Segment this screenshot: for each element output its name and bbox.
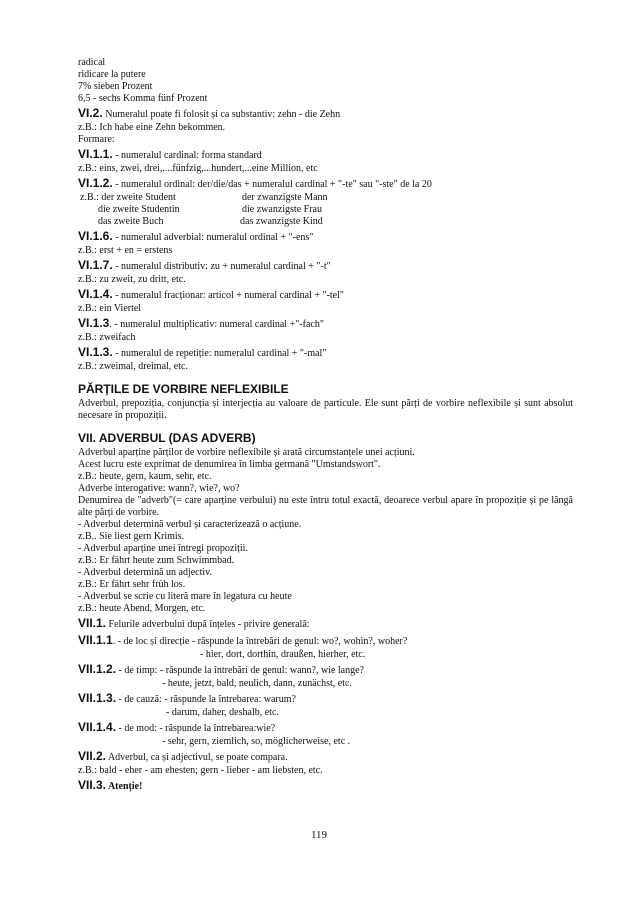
section-title-adverb: VII. ADVERBUL (DAS ADVERB) [78, 431, 256, 445]
text-line: z.B.: heute Abend, Morgen, etc. [78, 603, 206, 614]
page-number: 119 [310, 829, 328, 841]
heading-vii3: VII.3. Atenție! [78, 778, 143, 792]
heading-vii2: VII.2. Adverbul, ca și adjectivul, se poate compara. [78, 749, 288, 763]
heading-vii13: VII.1.3. - de cauză: - răspunde la întrebarea: warum? [78, 691, 296, 705]
example-line: - sehr, gern, ziemlich, so, möglicherweise, etc . [162, 736, 351, 747]
example-line: z.B.: zweimal, dreimal, etc. [78, 361, 188, 372]
text-line: radical [78, 57, 106, 68]
text-line: z.B.: Er fährt heute zum Schwimmbad. [78, 555, 235, 566]
heading-vi13-multiplicativ: VI.1.3. - numeralul multiplicativ: numeral cardinal +"-fach" [78, 316, 324, 330]
text-line: 6,5 - sechs Komma fünf Prozent [78, 93, 208, 104]
text-line: - Adverbul aparține unei întregi propoziții. [78, 543, 248, 554]
example-line: z.B.: Ich habe eine Zehn bekommen. [78, 122, 226, 133]
example-line: - heute, jetzt, bald, neulich, dann, zunächst, etc. [162, 678, 352, 689]
heading-vi2: VI.2. Numeralul poate fi folosit și ca substantiv: zehn - die Zehn [78, 106, 341, 120]
heading-vii14: VII.1.4. - de mod: - răspunde la întrebarea:wie? [78, 720, 276, 734]
example-line: z.B.: erst + en = erstens [78, 245, 173, 256]
text-line: - Adverbul determină verbul și caracterizează o acțiune. [78, 519, 302, 530]
text-line: Adverbul aparține părților de vorbire neflexibile și arată circumstanțele unei acțiuni. [78, 447, 415, 458]
heading-vii1: VII.1. Felurile adverbului după înțeles - privire generală: [78, 616, 310, 630]
example-line: z.B.: zweifach [78, 332, 136, 343]
section-title-neflexibile: PĂRȚILE DE VORBIRE NEFLEXIBILE [78, 382, 289, 396]
example-line: z.B.: bald - eher - am ehesten; gern - lieber - am liebsten, etc. [78, 765, 323, 776]
example-line: z.B.: zu zweit, zu dritt, etc. [78, 274, 186, 285]
text-line: Acest lucru este exprimat de denumirea în limba germană "Umstandswort". [78, 459, 381, 470]
example-row: z.B.: der zweite Student der zwanzigste Mann [80, 192, 328, 203]
heading-vi11: VI.1.1. - numeralul cardinal: forma standard [78, 147, 262, 161]
example-line: - darum, daher, deshalb, etc. [166, 707, 279, 718]
text-line: 7% sieben Prozent [78, 81, 153, 92]
text-line: z.B.: Er fährt sehr früh los. [78, 579, 186, 590]
heading-vi12: VI.1.2. - numeralul ordinal: der/die/das + numeralul cardinal + "-te" sau "-ste" de la 20 [78, 176, 432, 190]
example-row: die zweite Studentin die zwanzigste Frau [98, 204, 322, 215]
text-line: z.B.. Sie liest gern Krimis. [78, 531, 185, 542]
paragraph: Adverbul, prepoziția, conjuncția și interjecția au valoare de particule. Ele sunt părți de vorbire neflexibile și sunt absolut necesare în propoziții. [78, 398, 573, 421]
text-line: Formare: [78, 134, 115, 145]
example-row: das zweite Buch das zwanzigste Kind [98, 216, 323, 227]
example-line: z.B.: eins, zwei, drei,....fünfzig,...hundert,...eine Million, etc [78, 163, 318, 174]
text-line: Adverbe interogative: wann?, wie?, wo? [78, 483, 240, 494]
heading-vii11: VII.1.1. - de loc și direcție - răspunde la întrebări de genul: wo?, wohin?, woher? [78, 633, 408, 647]
text-line: z.B.: heute, gern, kaum, sehr, etc. [78, 471, 212, 482]
text-line: - Adverbul determină un adjectiv. [78, 567, 213, 578]
example-line: - hier, dort, dorthin, draußen, hierher, etc. [200, 649, 366, 660]
heading-vii12: VII.1.2. - de timp: - răspunde la întrebări de genul: wann?, wie lange? [78, 662, 364, 676]
example-line: z.B.: ein Viertel [78, 303, 142, 314]
text-line: - Adverbul se scrie cu literă mare în legatura cu heute [78, 591, 292, 602]
heading-vi14: VI.1.4. - numeralul fracționar: articol + numeral cardinal + "-tel" [78, 287, 344, 301]
paragraph: Denumirea de "adverb"(= care aparține verbului) nu este întru totul exactă, deoarece verbul apare în propoziție și pe lângă alte părți de vorbire. [78, 495, 573, 518]
heading-vi17: VI.1.7. - numeralul distributiv: zu + numeralul cardinal + "-t" [78, 258, 331, 272]
heading-vi16: VI.1.6. - numeralul adverbial: numeralul ordinal + "-ens" [78, 229, 314, 243]
heading-vi13-repetitie: VI.1.3. - numeralul de repetiție: numeralul cardinal + "-mal" [78, 345, 327, 359]
text-line: ridicare la putere [78, 69, 146, 80]
document-page [78, 57, 573, 794]
